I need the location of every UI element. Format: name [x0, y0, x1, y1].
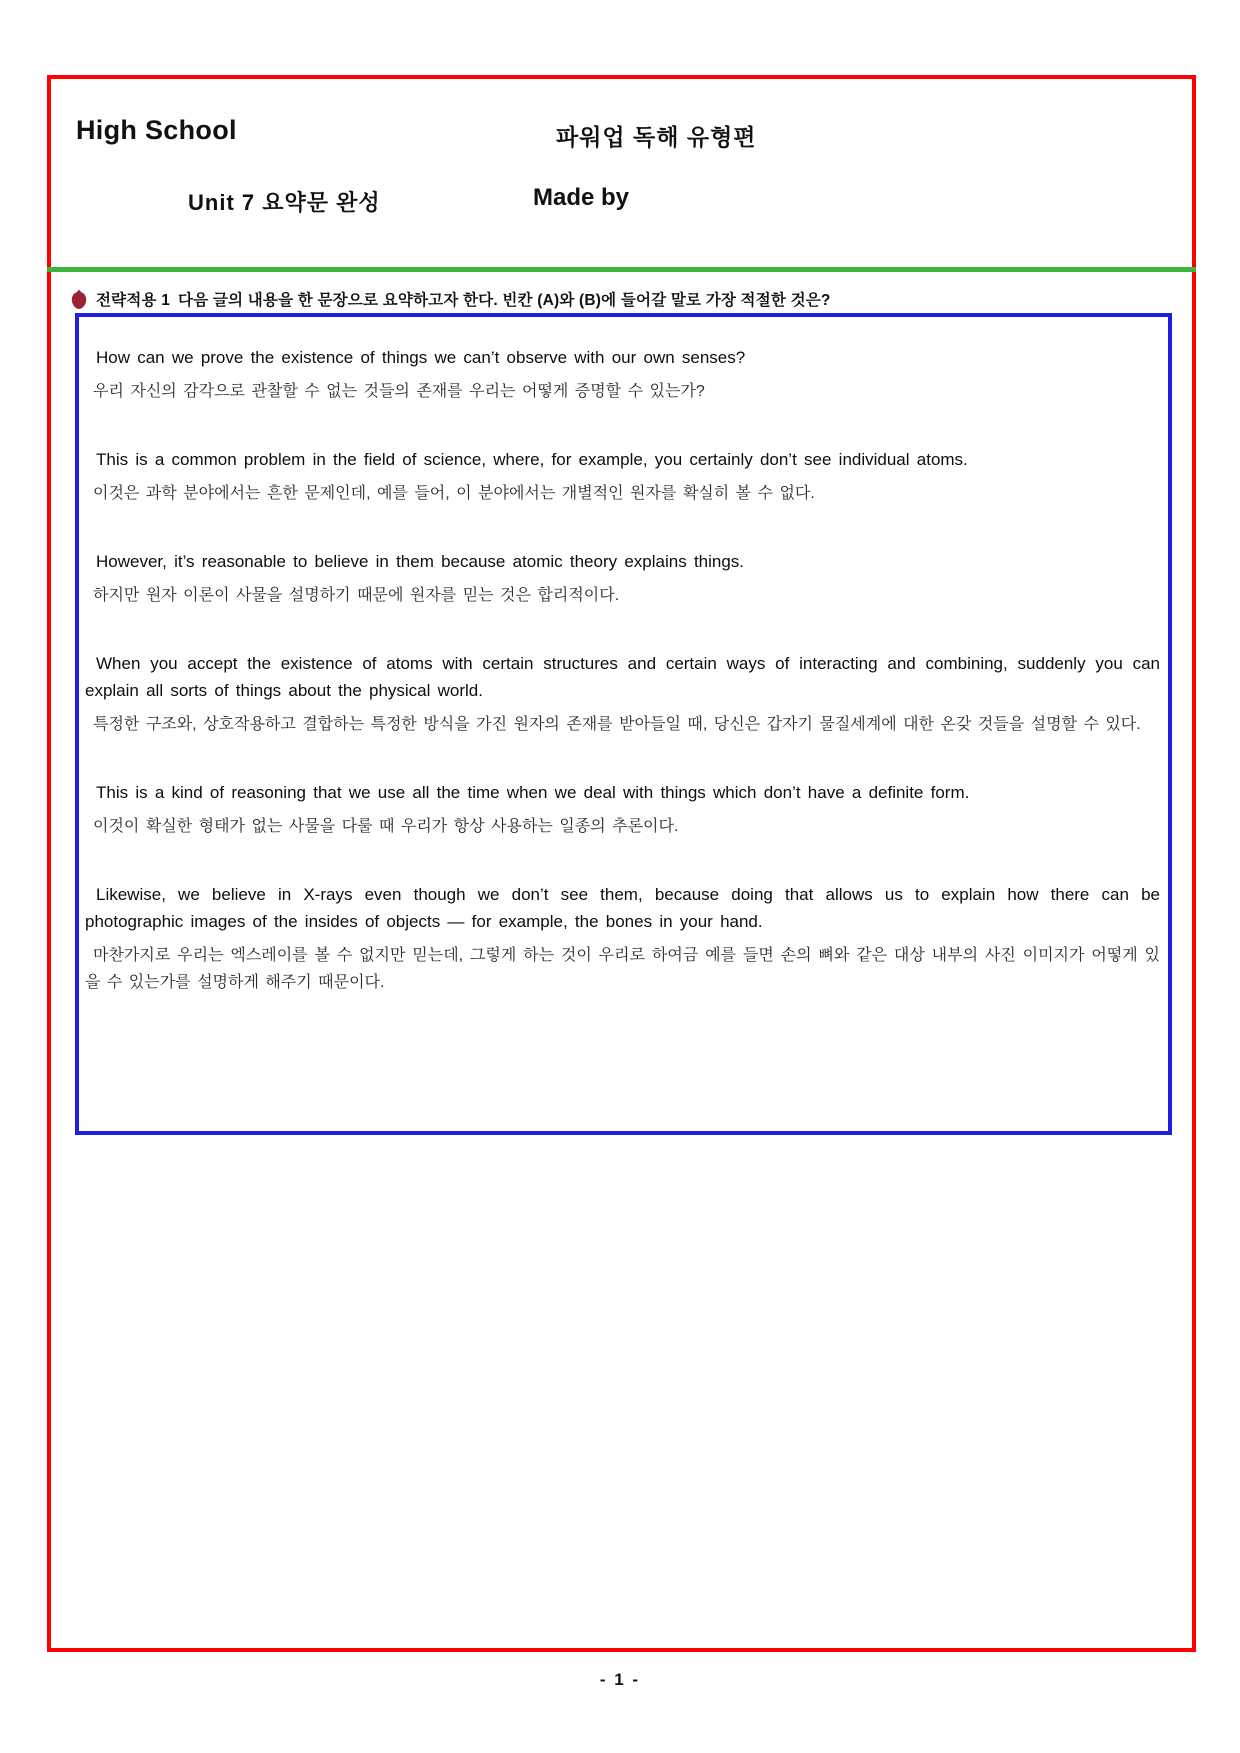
korean-translation: 이것은 과학 분야에서는 흔한 문제인데, 예를 들어, 이 분야에서는 개별적인 원자를 확실히 볼 수 없다. — [93, 485, 815, 502]
passage-paragraph — [85, 344, 1160, 405]
book-title: 파워업 독해 유형편 — [556, 124, 757, 150]
question-row — [70, 288, 1130, 311]
question-text: 다음 글의 내용을 한 문장으로 요약하고자 한다. 빈칸 (A)와 (B)에 들어갈 말로 가장 적절한 것은? — [178, 292, 831, 309]
english-sentence: How can we prove the existence of things we can’t observe with our own senses? — [96, 348, 746, 367]
passage-paragraph — [85, 650, 1160, 738]
passage-box — [75, 313, 1172, 1135]
english-sentence: This is a common problem in the field of science, where, for example, you certainly don’t see individual atoms. — [96, 450, 968, 469]
korean-translation: 마찬가지로 우리는 엑스레이를 볼 수 없지만 믿는데, 그렇게 하는 것이 우리로 하여금 예를 들면 손의 뼈와 같은 대상 내부의 사진 이미지가 어떻게 있을 수 있는가를 설명하게 해주기 때문이다. — [85, 947, 1160, 991]
passage-paragraph — [85, 779, 1160, 840]
school-title: High School — [76, 115, 237, 145]
english-sentence: However, it’s reasonable to believe in them because atomic theory explains things. — [96, 552, 745, 571]
passage-paragraph — [85, 881, 1160, 996]
korean-translation: 우리 자신의 감각으로 관찰할 수 없는 것들의 존재를 우리는 어떻게 증명할 수 있는가? — [93, 383, 705, 400]
page-number: - 1 - — [599, 1670, 641, 1689]
korean-translation: 하지만 원자 이론이 사물을 설명하기 때문에 원자를 믿는 것은 합리적이다. — [93, 587, 620, 604]
korean-translation: 특정한 구조와, 상호작용하고 결합하는 특정한 방식을 가진 원자의 존재를 받아들일 때, 당신은 갑자기 물질세계에 대한 온갖 것들을 설명할 수 있다. — [93, 716, 1141, 733]
green-divider-line — [47, 267, 1196, 272]
strawberry-icon — [70, 289, 88, 311]
english-sentence: Likewise, we believe in X-rays even though we don’t see them, because doing that allows us to explain how there can be photographic images of the insides of objects — for example, the bones in your hand. — [85, 885, 1160, 931]
page-border-frame — [47, 75, 1196, 1652]
english-sentence: When you accept the existence of atoms with certain structures and certain ways of interacting and combining, suddenly you can explain all sorts of things about the physical world. — [85, 654, 1160, 700]
unit-title: Unit 7 요약문 완성 — [188, 190, 381, 215]
passage-paragraph — [85, 548, 1160, 609]
made-by-label: Made by — [533, 184, 630, 211]
passage-paragraph — [85, 446, 1160, 507]
english-sentence: This is a kind of reasoning that we use all the time when we deal with things which don’t have a definite form. — [96, 783, 970, 802]
question-label: 전략적용 1 — [96, 292, 171, 309]
korean-translation: 이것이 확실한 형태가 없는 사물을 다룰 때 우리가 항상 사용하는 일종의 추론이다. — [93, 818, 679, 835]
